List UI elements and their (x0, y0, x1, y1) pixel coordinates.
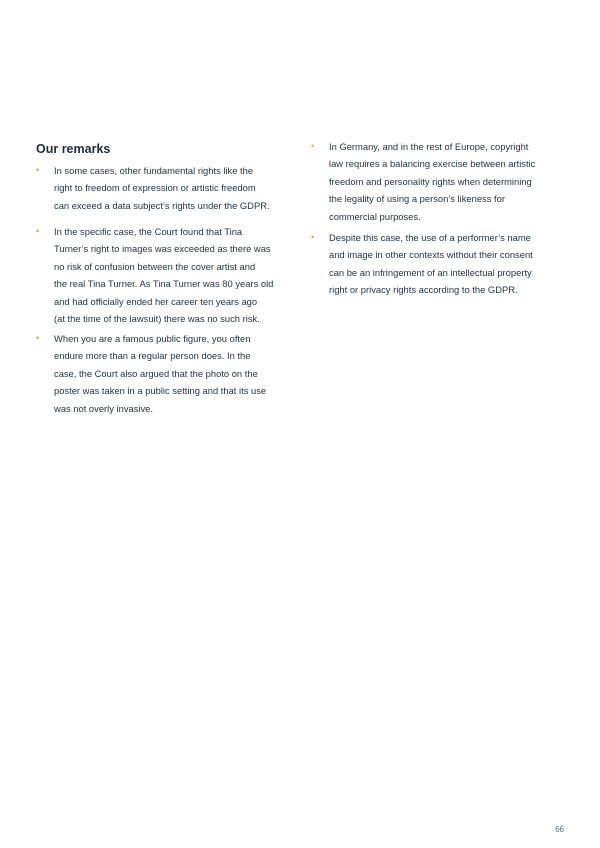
bullet-icon: • (36, 165, 40, 175)
bullet-icon: • (311, 232, 315, 242)
page-number: 66 (555, 825, 564, 834)
list-item-text: When you are a famous public figure, you often endure more than a regular person does. In the case, the Court also argued that the photo on the poster was taken in a public setting and that its use was not overly invasive. (54, 333, 267, 414)
bullet-icon: • (36, 333, 40, 343)
list-item (311, 229, 573, 299)
list-item-text: Despite this case, the use of a performer’s name and image in other contexts without their consent can be an infringement of an intellectual property right or privacy rights according to the GDPR. (329, 232, 533, 296)
list-item (36, 162, 298, 214)
list-item-text: In some cases, other fundamental rights like the right to freedom of expression or artistic freedom can exceed a data subject’s rights under the GDPR. (54, 165, 270, 211)
list-item (36, 223, 298, 327)
bullet-icon: • (311, 141, 315, 151)
bullet-icon: • (36, 226, 40, 236)
list-item-text: In the specific case, the Court found that Tina Turner’s right to images was exceeded as there was no risk of confusion between the cover artist and the real Tina Turner. As Tina Turner was 80 years old and had officially ended her career ten years ago (at the time of the lawsuit) there was no such risk. (54, 226, 274, 325)
list-item-text: In Germany, and in the rest of Europe, copyright law requires a balancing exercise between artistic freedom and personality rights when determining the legality of using a person’s likeness for commercial purposes. (329, 141, 536, 222)
list-item (311, 138, 573, 225)
section-heading: Our remarks (36, 142, 111, 156)
list-item (36, 330, 298, 417)
